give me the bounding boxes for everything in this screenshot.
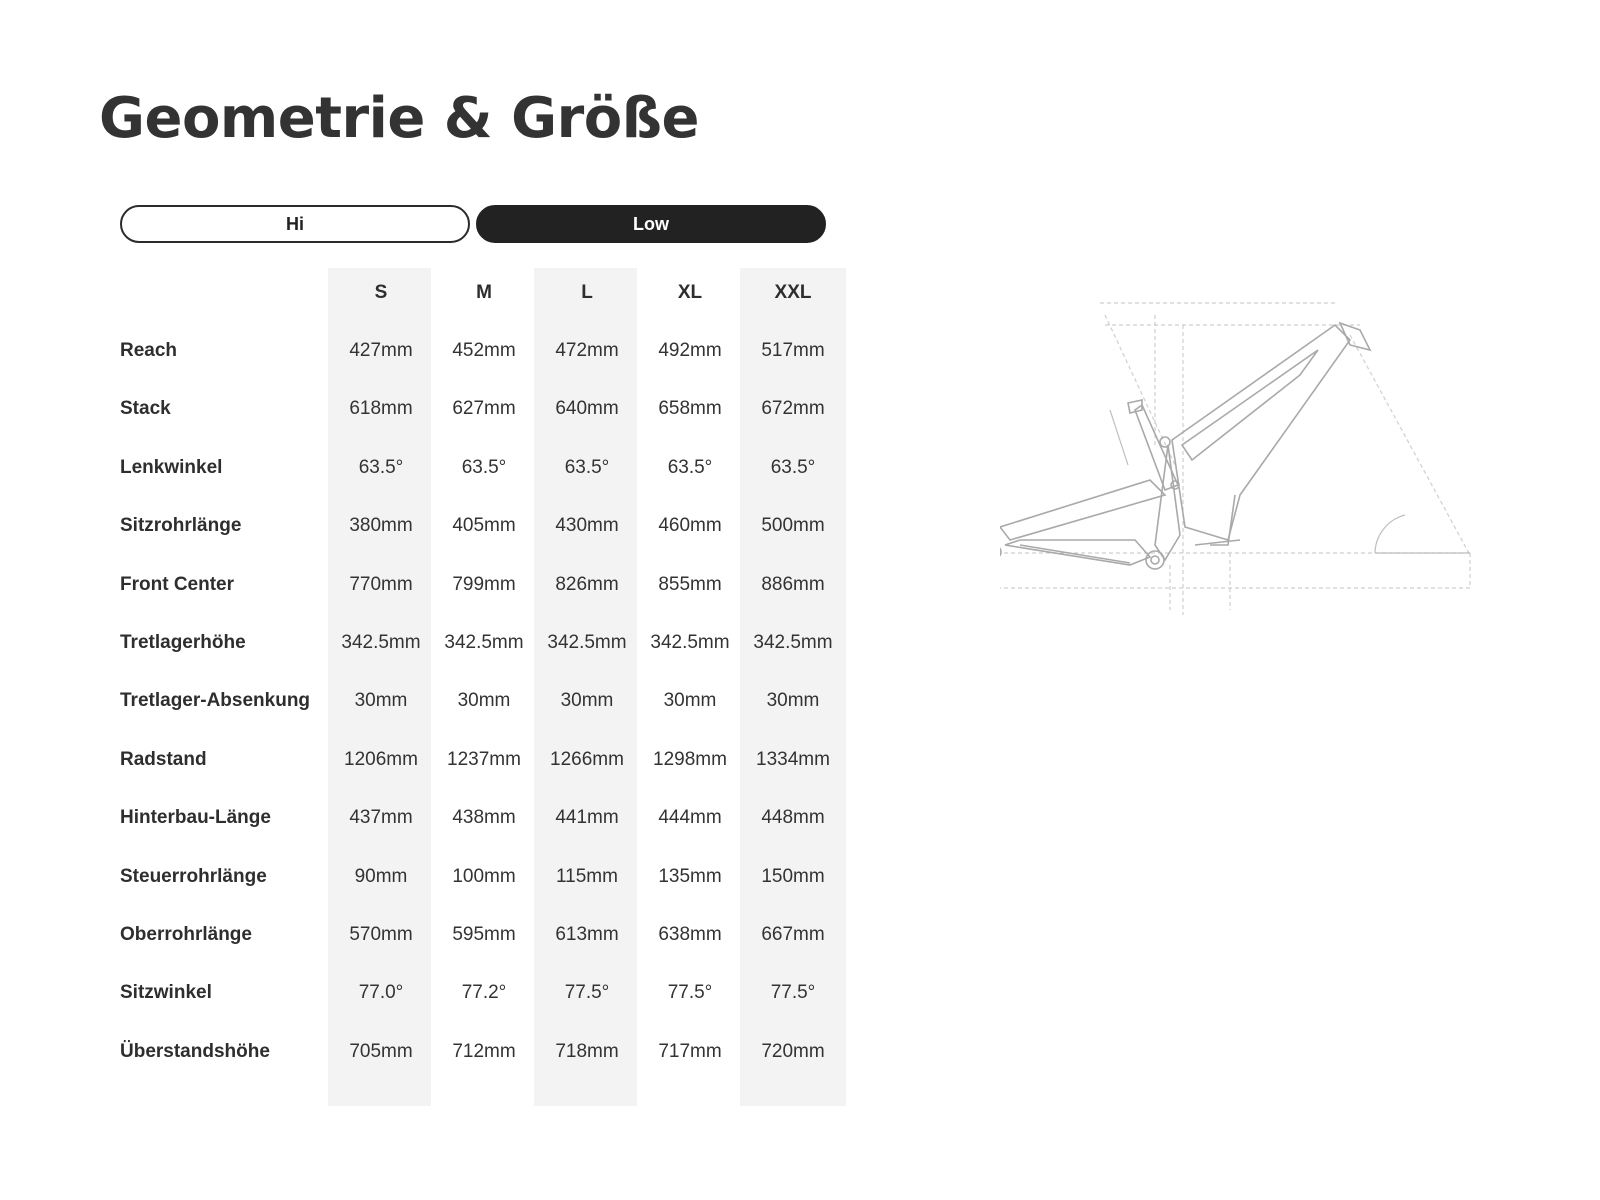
- table-cell: 438mm: [452, 807, 516, 829]
- table-cell: 150mm: [761, 865, 825, 887]
- table-cell: 90mm: [354, 865, 408, 887]
- table-cell: 638mm: [658, 924, 722, 945]
- size-column-header: XL: [677, 282, 703, 303]
- table-cell: 30mm: [663, 690, 717, 712]
- table-cell: 770mm: [349, 573, 413, 595]
- table-cell: 135mm: [658, 865, 722, 887]
- size-column-background: [637, 268, 743, 1106]
- row-label: Radstand: [120, 748, 207, 770]
- table-cell: 30mm: [766, 690, 820, 712]
- table-cell: 63.5°: [358, 456, 404, 478]
- size-column-header: XXL: [774, 282, 812, 303]
- table-cell: 472mm: [555, 340, 619, 361]
- table-cell: 430mm: [555, 515, 619, 537]
- table-cell: 342.5mm: [444, 632, 524, 653]
- row-label: Tretlagerhöhe: [120, 632, 246, 653]
- table-cell: 63.5°: [770, 456, 816, 478]
- table-cell: 1206mm: [344, 748, 418, 770]
- table-cell: 658mm: [658, 398, 722, 420]
- table-cell: 77.5°: [564, 982, 610, 1004]
- row-label: Sitzrohrlänge: [120, 515, 242, 537]
- geometry-table: [120, 268, 850, 1108]
- table-cell: 30mm: [457, 690, 511, 712]
- table-cell: 855mm: [658, 573, 722, 595]
- table-cell: 30mm: [560, 690, 614, 712]
- table-cell: 77.5°: [770, 982, 816, 1004]
- table-cell: 672mm: [761, 398, 825, 420]
- table-cell: 595mm: [452, 924, 516, 945]
- table-cell: 886mm: [761, 573, 825, 595]
- table-cell: 627mm: [452, 398, 516, 420]
- table-cell: 640mm: [555, 398, 619, 420]
- table-cell: 1266mm: [550, 748, 624, 770]
- table-cell: 342.5mm: [547, 632, 627, 653]
- table-cell: 718mm: [555, 1040, 619, 1062]
- table-cell: 444mm: [658, 807, 722, 829]
- row-label: Stack: [120, 398, 171, 420]
- size-column-header: M: [476, 282, 492, 303]
- row-label: Oberrohrlänge: [120, 924, 252, 945]
- table-cell: 115mm: [556, 865, 618, 887]
- table-cell: 77.0°: [358, 982, 404, 1004]
- bike-frame-geometry-icon: [1000, 295, 1520, 635]
- table-cell: 667mm: [761, 924, 825, 945]
- row-label: Sitzwinkel: [120, 982, 212, 1004]
- table-cell: 342.5mm: [650, 632, 730, 653]
- size-column-background: [534, 268, 640, 1106]
- row-label: Steuerrohrlänge: [120, 865, 267, 887]
- table-cell: 799mm: [452, 573, 516, 595]
- table-cell: 77.2°: [461, 982, 507, 1004]
- row-label: Überstandshöhe: [120, 1040, 270, 1062]
- table-cell: 826mm: [555, 573, 619, 595]
- table-cell: 1298mm: [653, 748, 727, 770]
- table-cell: 30mm: [354, 690, 408, 712]
- table-cell: 705mm: [349, 1040, 413, 1062]
- table-cell: 441mm: [555, 807, 619, 829]
- table-cell: 63.5°: [564, 456, 610, 478]
- row-label: Tretlager-Absenkung: [120, 690, 311, 712]
- table-cell: 437mm: [349, 807, 413, 829]
- toggle-low-button[interactable]: Low: [476, 205, 826, 243]
- table-cell: 492mm: [658, 340, 722, 361]
- table-cell: 448mm: [761, 807, 825, 829]
- page-title: Geometrie & Größe: [99, 86, 699, 151]
- size-column-header: S: [374, 282, 388, 303]
- table-cell: 500mm: [761, 515, 825, 537]
- table-cell: 380mm: [349, 515, 413, 537]
- size-column-background: [328, 268, 434, 1106]
- table-cell: 342.5mm: [753, 632, 833, 653]
- row-label: Reach: [120, 340, 178, 361]
- table-cell: 618mm: [349, 398, 413, 420]
- table-cell: 717mm: [658, 1040, 722, 1062]
- row-label: Front Center: [120, 573, 234, 595]
- table-cell: 405mm: [452, 515, 516, 537]
- row-label: Lenkwinkel: [120, 456, 223, 478]
- bike-frame-diagram: [1000, 295, 1520, 635]
- table-cell: 77.5°: [667, 982, 713, 1004]
- table-cell: 720mm: [761, 1040, 825, 1062]
- table-cell: 427mm: [349, 340, 413, 361]
- size-column-background: [740, 268, 846, 1106]
- table-cell: 63.5°: [667, 456, 713, 478]
- table-cell: 613mm: [555, 924, 619, 945]
- table-cell: 1334mm: [756, 748, 830, 770]
- size-column-header: L: [581, 282, 593, 303]
- geometry-mode-toggle: [120, 205, 826, 243]
- table-cell: 570mm: [349, 924, 413, 945]
- table-cell: 63.5°: [461, 456, 507, 478]
- table-cell: 452mm: [452, 340, 516, 361]
- toggle-hi-button[interactable]: Hi: [120, 205, 470, 243]
- table-cell: 342.5mm: [341, 632, 421, 653]
- row-label: Hinterbau-Länge: [120, 807, 271, 829]
- table-cell: 100mm: [452, 865, 516, 887]
- table-cell: 1237mm: [447, 748, 521, 770]
- table-cell: 712mm: [452, 1040, 516, 1062]
- table-cell: 460mm: [658, 515, 722, 537]
- size-column-background: [431, 268, 537, 1106]
- table-cell: 517mm: [761, 340, 825, 361]
